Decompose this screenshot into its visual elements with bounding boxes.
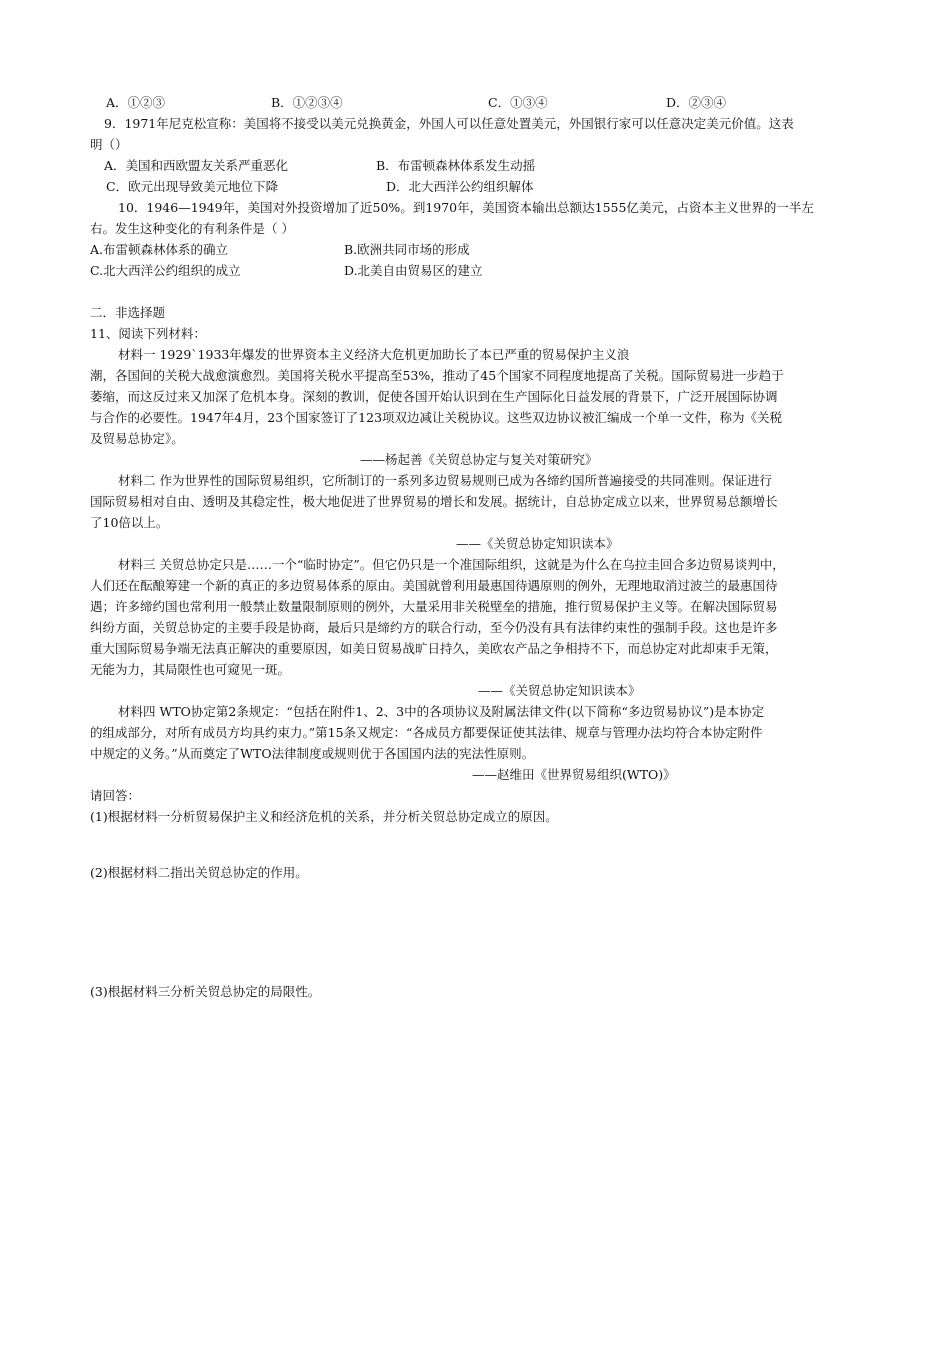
material-1-line: 材料一 1929`1933年爆发的世界资本主义经济大危机更加助长了本已严重的贸易保护主义浪 [118, 347, 630, 362]
material-3-line: 纠纷方面，关贸总协定的主要手段是协商，最后只是缔约方的联合行动，至今仍没有具有法律约束性的强制手段。这也是许多 [90, 620, 778, 635]
q9-stem-line1: 9．1971年尼克松宣称：美国将不接受以美元兑换黄金，外国人可以任意处置美元，外国银行家可以任意决定美元价值。这表 [104, 116, 794, 131]
q10-stem-line2: 右。发生这种变化的有利条件是（ ） [90, 221, 294, 236]
material-4-line: 材料四 WTO协定第2条规定：“包括在附件1、2、3中的各项协议及附属法律文件(以下简称“多边贸易协议”)是本协定 [118, 704, 765, 719]
q9-option-d: D．北大西洋公约组织解体 [386, 179, 534, 194]
q9-option-c: C．欧元出现导致美元地位下降 [106, 179, 279, 194]
q10-option-d: D.北美自由贸易区的建立 [344, 263, 483, 278]
q10-option-a: A.布雷顿森林体系的确立 [90, 242, 229, 257]
section-title: 二．非选择题 [90, 305, 166, 320]
material-4-line: 中规定的义务。”从而奠定了WTO法律制度或规则优于各国国内法的宪法性原则。 [90, 746, 535, 761]
q10-options-row1 [90, 239, 870, 260]
material-4 [90, 701, 870, 785]
q8-option-a: A．①②③ [106, 95, 166, 110]
q9-options-row1 [90, 155, 870, 176]
q8-options [90, 92, 870, 113]
material-1 [90, 344, 870, 470]
material-4-line: 的组成部分，对所有成员方均具约束力。”第15条又规定：“各成员方都要保证使其法律、规章与管理办法均符合本协定附件 [90, 725, 763, 740]
material-3-line: 无能为力，其局限性也可窥见一斑。 [90, 662, 291, 677]
material-3-line: 材料三 关贸总协定只是……一个“临时协定”。但它仍只是一个准国际组织，这就是为什么在乌拉圭回合多边贸易谈判中， [118, 557, 785, 572]
q8-option-b: B．①②③④ [271, 95, 343, 110]
material-3-line: 重大国际贸易争端无法真正解决的重要原因，如美日贸易战旷日持久，美欧农产品之争相持不下，而总协定对此却束手无策， [90, 641, 778, 656]
exam-page [90, 92, 870, 1002]
material-4-source: ——赵维田《世界贸易组织(WTO)》 [472, 767, 676, 782]
material-2-line: 材料二 作为世界性的国际贸易组织，它所制订的一系列多边贸易规则已成为各缔约国所普遍接受的共同准则。保证进行 [118, 473, 772, 488]
material-3-line: 遇；许多缔约国也常利用一般禁止数量限制原则的例外，大量采用非关税壁垒的措施，推行贸易保护主义等。在解决国际贸易 [90, 599, 778, 614]
material-2-line: 了10倍以上。 [90, 515, 169, 530]
q10-option-c: C.北大西洋公约组织的成立 [90, 263, 241, 278]
material-2-source: ——《关贸总协定知识读本》 [456, 536, 619, 551]
q9-stem-line2: 明（） [90, 137, 128, 152]
q10-options-row2 [90, 260, 870, 281]
q8-option-d: D．②③④ [666, 95, 727, 110]
material-1-line: 萎缩，而这反过来又加深了危机本身。深刻的教训，促使各国开始认识到在生产国际化日益发展的背景下，广泛开展国际协调 [90, 389, 778, 404]
material-3 [90, 554, 870, 701]
q9-option-b: B．布雷顿森林体系发生动摇 [376, 158, 536, 173]
material-1-line: 及贸易总协定》。 [90, 431, 184, 446]
q10-stem-line1: 10．1946—1949年，美国对外投资增加了近50%。到1970年，美国资本输出总额达1555亿美元，占资本主义世界的一半左 [118, 200, 814, 215]
material-1-line: 潮，各国间的关税大战愈演愈烈。美国将关税水平提高至53%，推动了45个国家不同程度地提高了关税。国际贸易进一步趋于 [90, 368, 784, 383]
q9-option-a: A．美国和西欧盟友关系严重恶化 [104, 158, 289, 173]
sub-question-3: (3)根据材料三分析关贸总协定的局限性。 [90, 984, 321, 999]
answer-prompt: 请回答： [90, 788, 141, 803]
material-1-source: ——杨起善《关贸总协定与复关对策研究》 [360, 452, 598, 467]
q9-options-row2 [90, 176, 870, 197]
material-2 [90, 470, 870, 554]
q10-option-b: B.欧洲共同市场的形成 [344, 242, 470, 257]
material-3-line: 人们还在酝酿筹建一个新的真正的多边贸易体系的原由。美国就曾利用最惠国待遇原则的例外，无理地取消过波兰的最惠国待 [90, 578, 778, 593]
material-1-line: 与合作的必要性。1947年4月，23个国家签订了123项双边减让关税协议。这些双边协议被汇编成一个单一文件，称为《关税 [90, 410, 783, 425]
material-3-source: ——《关贸总协定知识读本》 [478, 683, 641, 698]
q8-option-c: C．①③④ [488, 95, 548, 110]
q11-intro: 11、阅读下列材料： [90, 326, 206, 341]
material-2-line: 国际贸易相对自由、透明及其稳定性，极大地促进了世界贸易的增长和发展。据统计，自总协定成立以来，世界贸易总额增长 [90, 494, 778, 509]
sub-question-2: (2)根据材料二指出关贸总协定的作用。 [90, 865, 308, 880]
sub-question-1: (1)根据材料一分析贸易保护主义和经济危机的关系，并分析关贸总协定成立的原因。 [90, 809, 558, 824]
